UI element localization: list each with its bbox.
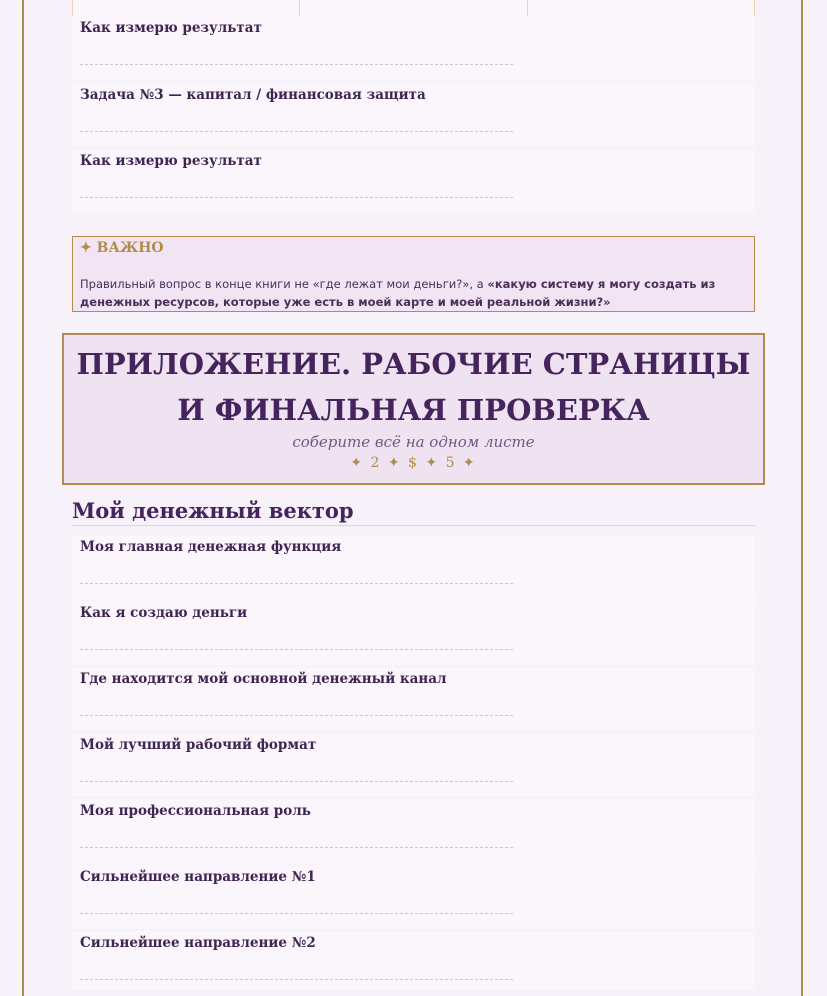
field-label: Сильнейшее направление №1 — [80, 869, 316, 885]
answer-line[interactable] — [80, 781, 513, 782]
field-label: Моя профессиональная роль — [80, 803, 311, 819]
worksheet-field[interactable] — [72, 799, 755, 863]
important-text-bold: «какую систему я могу создать из денежных ресурсов, которые уже есть в моей карте и моей реальной жизни?» — [80, 277, 716, 309]
field-label: Сильнейшее направление №2 — [80, 935, 316, 951]
field-label: Как измерю результат — [80, 20, 262, 36]
field-label: Как измерю результат — [80, 153, 262, 169]
appendix-subtitle: соберите всё на одном листе — [292, 433, 535, 451]
worksheet-field[interactable] — [72, 667, 755, 731]
field-label: Задача №3 — капитал / финансовая защита — [80, 87, 426, 103]
important-text — [80, 275, 740, 311]
worksheet-field[interactable] — [72, 83, 755, 147]
answer-line[interactable] — [80, 64, 513, 65]
answer-line[interactable] — [80, 979, 513, 980]
field-label: Где находится мой основной денежный канал — [80, 671, 447, 687]
answer-line[interactable] — [80, 913, 513, 914]
field-label: Как я создаю деньги — [80, 605, 248, 621]
answer-line[interactable] — [80, 197, 513, 198]
worksheet-field[interactable] — [72, 733, 755, 797]
appendix-title: ПРИЛОЖЕНИЕ. РАБОЧИЕ СТРАНИЦЫ И ФИНАЛЬНАЯ ПРОВЕРКА — [76, 347, 751, 427]
important-title: ✦ ВАЖНО — [80, 240, 164, 256]
worksheet-field[interactable] — [72, 931, 755, 990]
answer-line[interactable] — [80, 715, 513, 716]
answer-line[interactable] — [80, 583, 513, 584]
answer-line[interactable] — [80, 131, 513, 132]
worksheet-field[interactable] — [72, 535, 755, 599]
appendix-banner — [62, 333, 765, 485]
field-label: Мой лучший рабочий формат — [80, 737, 317, 753]
answer-line[interactable] — [80, 847, 513, 848]
worksheet-field[interactable] — [72, 865, 755, 929]
worksheet-field[interactable] — [72, 16, 755, 80]
important-text-plain: Правильный вопрос в конце книги не «где лежат мои деньги?», а — [80, 277, 488, 291]
ornament-divider: ✦ 2 ✦ $ ✦ 5 ✦ — [350, 455, 477, 471]
worksheet-field[interactable] — [72, 601, 755, 665]
section-title: Мой денежный вектор — [72, 498, 755, 526]
answer-line[interactable] — [80, 649, 513, 650]
worksheet-field[interactable] — [72, 149, 755, 213]
field-label: Моя главная денежная функция — [80, 539, 342, 555]
important-callout — [72, 236, 755, 312]
